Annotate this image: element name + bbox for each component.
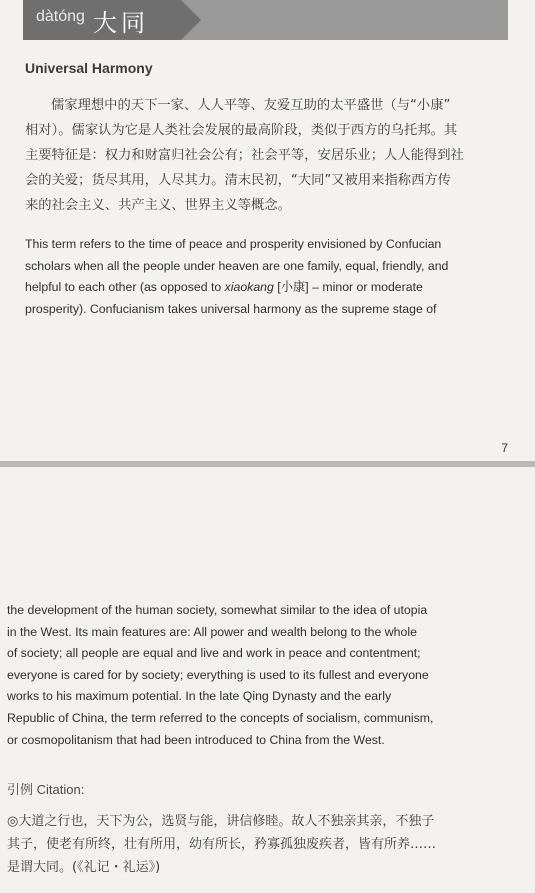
citation-line: ◎大道之行也，天下为公，选贤与能，讲信修睦。故人不独亲其亲，不独子 bbox=[7, 814, 435, 829]
citation-label: 引例 Citation: bbox=[7, 782, 85, 797]
english-line: Republic of China, the term referred to the concepts of socialism, communism, bbox=[7, 710, 434, 725]
english-line: the development of the human society, somewhat similar to the idea of utopia bbox=[7, 603, 428, 617]
book-page-8 bbox=[0, 467, 535, 893]
citation-text bbox=[7, 810, 492, 879]
citation-line: 是谓大同。(《礼记・礼运》) bbox=[7, 860, 161, 875]
chinese-line: 儒家理想中的天下一家、人人平等、友爱互助的太平盛世（与“小康” bbox=[51, 98, 451, 113]
chinese-line: 会的关爱；货尽其用，人尽其力。清末民初，“大同”又被用来指称西方传 bbox=[25, 173, 451, 188]
page-number: 7 bbox=[501, 441, 508, 455]
english-line: or cosmopolitanism that had been introduced to China from the West. bbox=[7, 732, 385, 747]
italic-term: xiaokang bbox=[224, 280, 274, 295]
english-line: This term refers to the time of peace and prosperity envisioned by Confucian bbox=[25, 237, 442, 251]
chinese-line: 主要特征是：权力和财富归社会公有；社会平等，安居乐业；人人能得到社 bbox=[25, 148, 464, 163]
english-line: scholars when all the people under heaven are one family, equal, friendly, and bbox=[25, 258, 449, 273]
chinese-definition bbox=[25, 93, 508, 218]
english-definition-part2 bbox=[7, 600, 490, 751]
english-text: helpful to each other (as opposed to bbox=[25, 280, 225, 295]
english-line: works to his maximum potential. In the late Qing Dynasty and the early bbox=[7, 689, 392, 704]
english-line: everyone is cared for by society; everything is used to its fullest and everyone bbox=[7, 667, 429, 682]
chinese-line: 来的社会主义、共产主义、世界主义等概念。 bbox=[25, 198, 291, 213]
english-line: of society; all people are equal and live and work in peace and contentment; bbox=[7, 646, 421, 661]
citation-line: 其子，使老有所终，壮有所用，幼有所长，矜寡孤独废疾者，皆有所养…… bbox=[7, 837, 437, 852]
chinese-line: 相对）。儒家认为它是人类社会发展的最高阶段，类似于西方的乌托邦。其 bbox=[25, 123, 458, 138]
entry-pinyin: dàtóng bbox=[36, 8, 85, 25]
english-definition-part1 bbox=[25, 234, 510, 320]
english-text: [小康] – minor or moderate bbox=[273, 280, 423, 295]
english-line bbox=[25, 277, 510, 299]
entry-english-heading: Universal Harmony bbox=[25, 60, 153, 76]
english-line: in the West. Its main features are: All power and wealth belong to the whole bbox=[7, 624, 417, 639]
english-line: prosperity). Confucianism takes universal harmony as the supreme stage of bbox=[25, 301, 437, 316]
entry-hanzi: 大同 bbox=[93, 9, 149, 37]
